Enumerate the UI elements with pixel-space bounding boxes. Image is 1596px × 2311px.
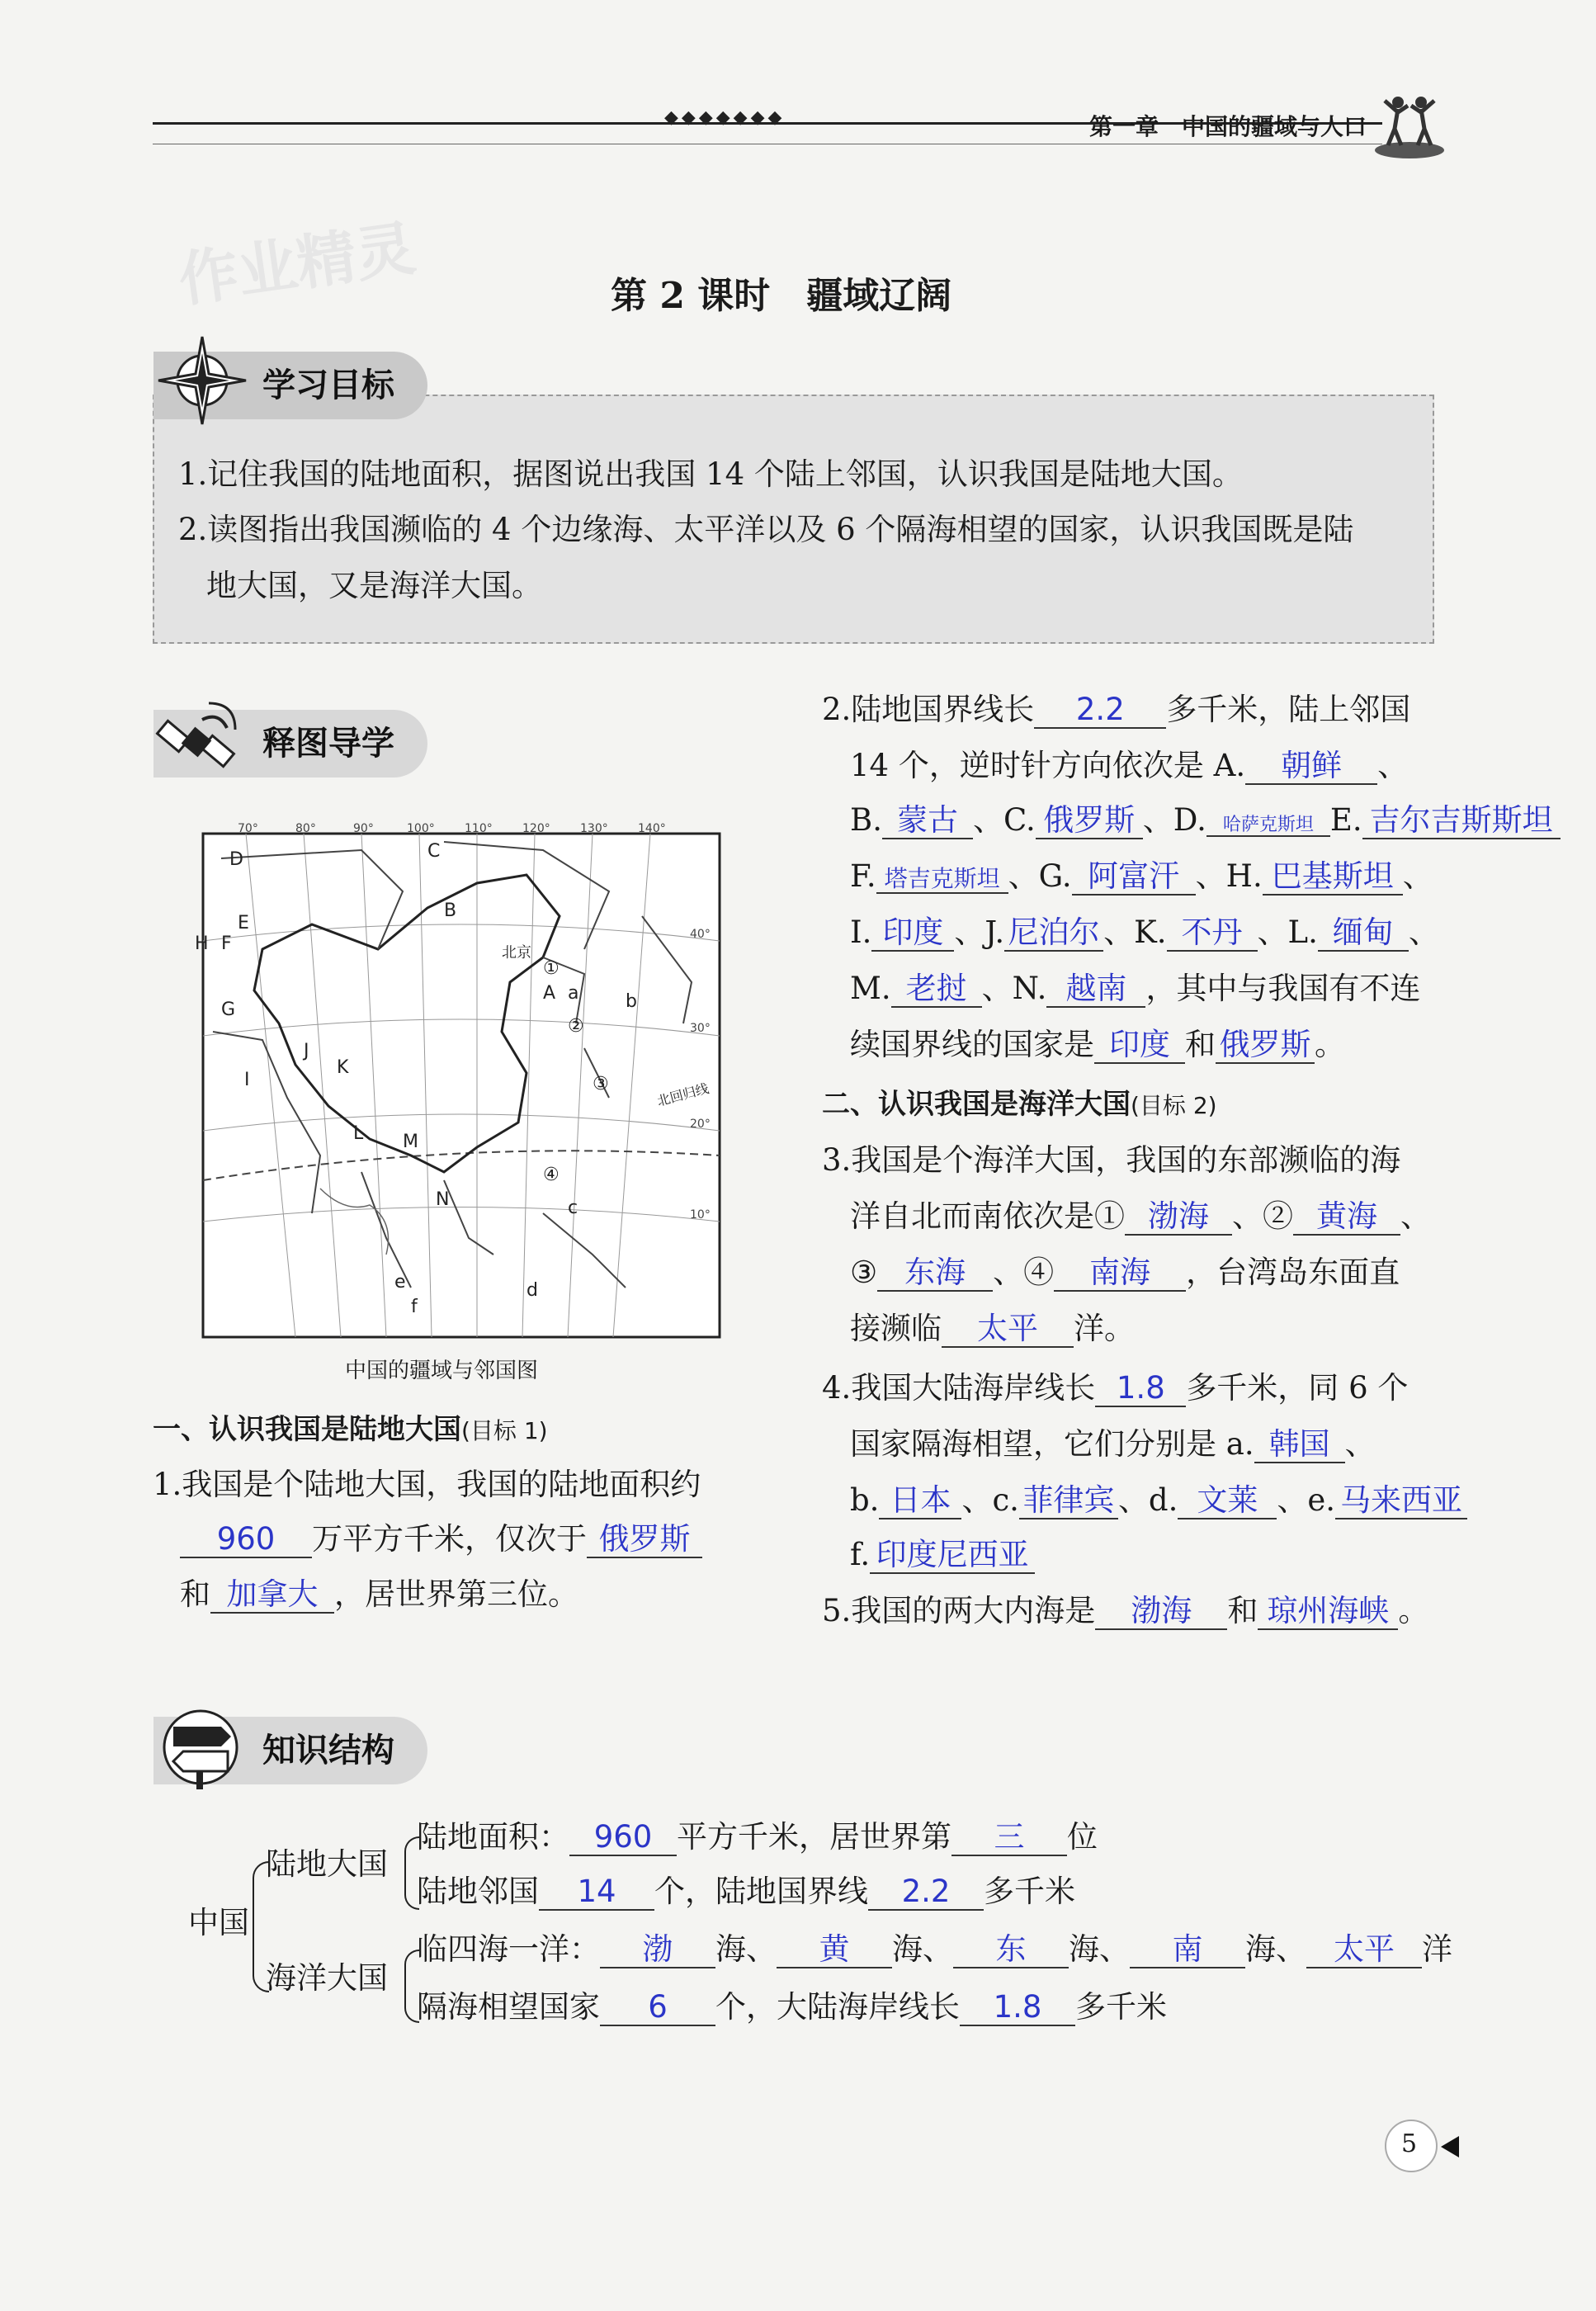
q2-answer-I[interactable]: 印度 (871, 916, 954, 952)
guide-badge: 释图导学 (153, 710, 427, 777)
map-caption: 中国的疆域与邻国图 (345, 1359, 539, 1383)
q2-line7: 续国界线的国家是 印度 和 俄罗斯 。 (850, 1027, 1345, 1062)
q2-answer-H[interactable]: 巴基斯坦 (1263, 860, 1403, 896)
r3-hai-3: 海 (1069, 1931, 1099, 1967)
q4-answer-a[interactable]: 韩国 (1254, 1428, 1345, 1463)
map-label-I: I (244, 1070, 250, 1090)
q3-ocean[interactable]: 太平 (942, 1312, 1074, 1348)
q2-line5: I. 印度 、J. 尼泊尔 、K. 不丹 、L. 缅甸 、 (850, 914, 1439, 950)
q5-line: 5.我国的两大内海是 渤海 和 琼州海峡 。 (822, 1593, 1429, 1628)
goals-badge: 学习目标 (153, 352, 427, 419)
svg-text:110°: 110° (465, 822, 493, 835)
q4-text2: 多千米，同 6 个 (1186, 1370, 1409, 1406)
r3-yang: 洋 (1422, 1931, 1452, 1967)
goal-1: 1.记住我国的陆地面积，据图说出我国 14 个陆上邻国，认识我国是陆地大国。 (178, 456, 1243, 492)
svg-text:100°: 100° (407, 822, 435, 835)
r4-text2: 个，大陆海岸线长 (715, 1989, 960, 2025)
q4-coast[interactable]: 1.8 (1095, 1372, 1186, 1407)
q4-answer-f[interactable]: 印度尼西亚 (870, 1538, 1035, 1574)
q1-line2 (180, 1521, 702, 1558)
q1-area-answer[interactable]: 960 (180, 1523, 312, 1558)
tree-land: 陆地大国 (266, 1846, 388, 1882)
svg-text:90°: 90° (353, 822, 374, 835)
q4-answer-e[interactable]: 马来西亚 (1335, 1484, 1467, 1519)
watermark: 作业精灵 (174, 213, 420, 315)
svg-text:120°: 120° (522, 822, 550, 835)
tree-row-1 (417, 1819, 1098, 1856)
map-label-4: ④ (543, 1165, 560, 1185)
tree-root: 中国 (188, 1905, 249, 1940)
r4-answer-1[interactable]: 6 (600, 1991, 715, 2026)
map-label-K: K (337, 1057, 349, 1078)
q2-answer-N[interactable]: 越南 (1046, 972, 1145, 1008)
r1-text1: 陆地面积： (417, 1819, 569, 1855)
q4-line1 (822, 1370, 1408, 1407)
r1-text2: 平方千米，居世界第 (677, 1819, 951, 1855)
q2-line6: M. 老挝 、N. 越南 ，其中与我国有不连 (850, 971, 1421, 1006)
map-label-b: b (626, 991, 637, 1012)
r4-answer-2[interactable]: 1.8 (960, 1991, 1075, 2026)
tree-row-4 (417, 1989, 1167, 2026)
r2-answer-1[interactable]: 14 (539, 1875, 654, 1911)
map-label-2: ② (568, 1016, 584, 1037)
map-label-beijing: 北京 (502, 944, 531, 962)
map-label-3: ③ (593, 1074, 609, 1094)
satellite-icon (153, 695, 243, 786)
q4-line4: f. 印度尼西亚 (850, 1537, 1035, 1574)
r2-text1: 陆地邻国 (417, 1874, 539, 1909)
q1-text1: 万平方千米，仅次于 (312, 1521, 587, 1557)
q3-sea-3[interactable]: 东海 (877, 1256, 993, 1292)
q3-line1: 3.我国是个海洋大国，我国的东部濒临的海 (822, 1142, 1401, 1178)
q4-answer-d[interactable]: 文莱 (1178, 1484, 1277, 1519)
q4-line3: b. 日本 、c. 菲律宾 、d. 文莱 、e. 马来西亚 (850, 1482, 1467, 1519)
map-label-tropic: 北回归线 (655, 1080, 711, 1109)
part2-goal: (目标 2) (1131, 1092, 1217, 1119)
svg-text:40°: 40° (690, 928, 711, 941)
goal-2b: 地大国，又是海洋大国。 (206, 568, 542, 603)
r3-answer-1[interactable]: 渤 (600, 1933, 715, 1968)
r4-text3: 多千米 (1075, 1989, 1167, 2025)
svg-text:80°: 80° (295, 822, 316, 835)
signpost-icon (155, 1702, 246, 1793)
q5-inner-1[interactable]: 渤海 (1095, 1595, 1227, 1630)
r3-answer-2[interactable]: 黄 (777, 1933, 892, 1968)
map-label-H: H (195, 933, 209, 954)
map-label-D: D (229, 849, 243, 870)
q3-line3: ③ 东海 、④ 南海 ，台湾岛东面直 (850, 1255, 1400, 1290)
q2-line3: B. 蒙古 、C. 俄罗斯 、D. 哈萨克斯坦 E. 吉尔吉斯斯坦 (850, 802, 1561, 839)
q2-answer-L[interactable]: 缅甸 (1318, 916, 1409, 952)
q3-text2: ，台湾岛东面直 (1186, 1255, 1400, 1290)
svg-text:20°: 20° (690, 1118, 711, 1131)
q4-answer-c[interactable]: 菲律宾 (1019, 1484, 1118, 1519)
q1-line3 (180, 1576, 578, 1614)
tree-row-2 (417, 1874, 1075, 1911)
q2-answer-D[interactable]: 哈萨克斯坦 (1206, 815, 1330, 837)
map-label-M: M (403, 1132, 418, 1152)
r3-sep-2: 、 (923, 1931, 953, 1967)
q2-border-answer[interactable]: 2.2 (1034, 693, 1166, 729)
goal-2a: 2.读图指出我国濒临的 4 个边缘海、太平洋以及 6 个隔海相望的国家，认识我国既是陆 (178, 512, 1354, 547)
map-label-G: G (221, 1000, 236, 1020)
q2-answer-A[interactable]: 朝鲜 (1245, 749, 1377, 785)
r2-text2: 个，陆地国界线 (654, 1874, 868, 1909)
q2-answer-E[interactable]: 吉尔吉斯斯坦 (1362, 804, 1561, 839)
map-label-N: N (436, 1189, 450, 1210)
q2-answer-C[interactable]: 俄罗斯 (1036, 804, 1143, 839)
q1-text2: 和 (180, 1576, 210, 1612)
r1-text3: 位 (1067, 1819, 1098, 1855)
map-label-F: F (221, 933, 232, 954)
q1-second-answer[interactable]: 加拿大 (210, 1578, 334, 1614)
r4-text1: 隔海相望国家 (417, 1989, 600, 2025)
q1-line1: 1.我国是个陆地大国，我国的陆地面积约 (153, 1467, 701, 1502)
r3-hai-1: 海 (715, 1931, 746, 1967)
q3-text4: 洋。 (1074, 1311, 1135, 1346)
r3-hai-2: 海 (892, 1931, 923, 1967)
map-label-d: d (526, 1280, 538, 1301)
lesson-title: 第 2 课时 疆域辽阔 (611, 275, 952, 317)
part2-heading-text: 二、认识我国是海洋大国 (822, 1088, 1131, 1121)
part2-heading (822, 1088, 1217, 1122)
people-icon (1370, 89, 1449, 160)
map-label-A: A (543, 983, 556, 1004)
page-arrow-icon (1441, 2136, 1459, 2157)
header-chapter: 第一章 中国的疆域与人口 (1089, 113, 1367, 140)
q2-answer-K[interactable]: 不丹 (1167, 916, 1258, 952)
q2-answer-G[interactable]: 阿富汗 (1072, 860, 1196, 896)
q3-sea-4[interactable]: 南海 (1054, 1256, 1186, 1292)
map-label-J: J (304, 1041, 309, 1061)
q3-text1: 洋自北而南依次是① (850, 1198, 1125, 1234)
q4-text3: 国家隔海相望，它们分别是 a. (850, 1426, 1254, 1462)
q3-line2: 洋自北而南依次是① 渤海 、② 黄海 、 (850, 1198, 1431, 1234)
q5-text1: 5.我国的两大内海是 (822, 1593, 1096, 1628)
structure-badge: 知识结构 (153, 1717, 427, 1784)
q3-line4 (850, 1311, 1135, 1348)
q1-first-answer[interactable]: 俄罗斯 (587, 1523, 702, 1558)
r3-answer-4[interactable]: 南 (1130, 1933, 1245, 1968)
header-diamonds: ◆◆◆◆◆◆◆ (664, 107, 786, 128)
q2-text5: 续国界线的国家是 (850, 1027, 1094, 1062)
q2-answer-F[interactable]: 塔吉克斯坦 (876, 867, 1008, 894)
r2-text3: 多千米 (984, 1874, 1075, 1909)
svg-text:10°: 10° (690, 1208, 711, 1222)
svg-text:130°: 130° (580, 822, 608, 835)
r3-answer-5[interactable]: 太平 (1306, 1933, 1422, 1968)
r3-answer-3[interactable]: 东 (953, 1933, 1069, 1968)
map-label-E: E (238, 913, 249, 933)
q4-line2: 国家隔海相望，它们分别是 a. 韩国 、 (850, 1426, 1376, 1462)
r3-hai-4: 海 (1245, 1931, 1276, 1967)
q3-sea-1[interactable]: 渤海 (1125, 1200, 1232, 1236)
map-label-B: B (444, 900, 457, 921)
q4-text1: 4.我国大陆海岸线长 (822, 1370, 1096, 1406)
tree-ocean: 海洋大国 (266, 1960, 388, 1996)
map-label-e: e (394, 1272, 406, 1293)
q2-answer-J[interactable]: 尼泊尔 (1004, 916, 1103, 952)
part1-heading-text: 一、认识我国是陆地大国 (153, 1413, 461, 1446)
svg-text:140°: 140° (638, 822, 666, 835)
part1-goal: (目标 1) (461, 1417, 548, 1444)
map-label-f: f (411, 1297, 418, 1317)
map-label-C: C (427, 841, 441, 862)
q2-line2: 14 个，逆时针方向依次是 A. 朝鲜 、 (850, 748, 1409, 783)
r3-sep-1: 、 (746, 1931, 777, 1967)
map-label-L: L (353, 1123, 364, 1144)
q1-text3: ，居世界第三位。 (334, 1576, 578, 1612)
china-neighbors-map (195, 822, 725, 1345)
q4-answer-b[interactable]: 日本 (879, 1484, 961, 1519)
map-label-c: c (568, 1198, 578, 1218)
map-label-a: a (568, 983, 579, 1004)
r2-answer-2[interactable]: 2.2 (868, 1875, 984, 1911)
q5-inner-2[interactable]: 琼州海峡 (1258, 1595, 1398, 1630)
page-number: 5 (1401, 2129, 1418, 2158)
q5-text2: 和 (1227, 1593, 1258, 1628)
q2-disc-answer-2[interactable]: 俄罗斯 (1216, 1028, 1315, 1064)
r3-sep-3: 、 (1099, 1931, 1130, 1967)
q2-disc-answer-1[interactable]: 印度 (1094, 1028, 1185, 1064)
r3-text1: 临四海一洋： (417, 1931, 600, 1967)
svg-text:70°: 70° (238, 822, 258, 835)
q2-answer-M[interactable]: 老挝 (891, 972, 982, 1008)
r1-answer-2[interactable]: 三 (951, 1821, 1067, 1856)
part1-heading (153, 1413, 548, 1447)
q2-text2: 多千米，陆上邻国 (1166, 692, 1411, 727)
r3-sep-4: 、 (1276, 1931, 1306, 1967)
r1-answer-1[interactable]: 960 (569, 1821, 677, 1856)
q2-text4: ，其中与我国有不连 (1145, 971, 1421, 1006)
q2-text3: 14 个，逆时针方向依次是 A. (850, 748, 1246, 783)
map-label-1: ① (543, 958, 560, 979)
q3-text3: 接濒临 (850, 1311, 942, 1346)
compass-icon (157, 335, 248, 426)
tree-row-3 (417, 1931, 1452, 1968)
q2-line1 (822, 692, 1410, 729)
q2-answer-B[interactable]: 蒙古 (882, 804, 973, 839)
q2-text1: 2.陆地国界线长 (822, 692, 1035, 727)
q2-line4: F. 塔吉克斯坦 、G. 阿富汗 、H. 巴基斯坦 、 (850, 858, 1433, 894)
q3-sea-2[interactable]: 黄海 (1293, 1200, 1400, 1236)
svg-text:30°: 30° (690, 1022, 711, 1035)
